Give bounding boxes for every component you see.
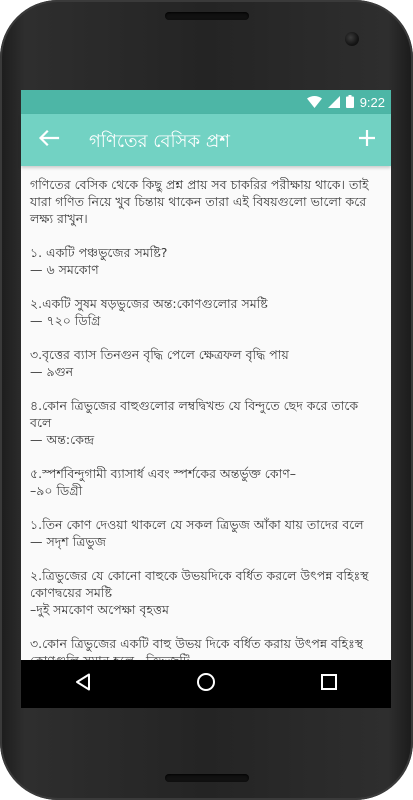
question-text: ১. একটি পঞ্চভুজের সমষ্টি?	[30, 245, 168, 260]
status-time: 9:22	[359, 94, 385, 110]
signal-icon	[328, 93, 340, 112]
navigation-bar	[21, 660, 391, 708]
battery-icon	[346, 93, 354, 112]
question-text: ৪.কোন ত্রিভুজের বাহুগুলোর লম্বদ্বিখন্ড যে বিন্দুতে ছেদ করে তাকে বলে	[30, 398, 359, 430]
question-text: ৩.বৃত্তের ব্যাস তিনগুন বৃদ্ধি পেলে ক্ষেত্রফল বৃদ্ধি পায়	[30, 347, 289, 362]
question-text: ৫.স্পর্শবিন্দুগামী ব্যাসার্ধ এবং স্পর্শকের অন্তর্ভুক্ত কোণ–	[30, 466, 297, 481]
answer-text: — ৬ সমকোণ	[30, 262, 99, 277]
answer-text: –৯০ ডিগ্রী	[30, 483, 83, 498]
answer-text: — অন্ত:কেন্দ্র	[30, 432, 95, 447]
intro-paragraph: গণিতের বেসিক থেকে কিছু প্রশ্ন প্রায় সব চাকরির পরীক্ষায় থাকে। তাই যারা গণিত নিয়ে খুব চিন্তায় থাকেন তারা এই বিষয়গুলো ভালো করে লক্ষ্য রাখুন।	[30, 177, 369, 226]
back-triangle-icon	[75, 673, 91, 695]
article-content[interactable]	[21, 166, 391, 660]
nav-recents-button[interactable]	[305, 660, 353, 708]
home-circle-icon	[196, 672, 216, 696]
list-item	[30, 516, 382, 550]
answer-text: — সদৃশ ত্রিভুজ	[30, 534, 106, 549]
question-text: ৩.কোন ত্রিভুজের একটি বাহু উভয় দিকে বর্ধিত করায় উৎপন্ন বহিঃস্থ	[30, 636, 364, 651]
front-camera	[345, 32, 359, 46]
answer-text: –দুই সমকোণ অপেক্ষা বৃহত্তম	[30, 602, 169, 617]
top-speaker	[165, 12, 249, 20]
status-icons	[307, 93, 385, 111]
list-item	[30, 295, 382, 329]
list-item	[30, 244, 382, 278]
list-item	[30, 397, 382, 448]
list-item	[30, 567, 382, 618]
question-text: ২.ত্রিভুজের যে কোনো বাহুকে উভয়দিকে বর্ধিত করলে উৎপন্ন বহিঃস্থ কোণদ্বয়ের সমষ্টি	[30, 568, 369, 600]
nav-home-button[interactable]	[182, 660, 230, 708]
status-bar	[21, 90, 391, 114]
list-item	[30, 346, 382, 380]
plus-icon	[359, 130, 375, 150]
question-text: ১.তিন কোণ দেওয়া থাকলে যে সকল ত্রিভুজ আঁকা যায় তাদের বলে	[30, 517, 364, 532]
answer-text: — ৭২০ ডিগ্রি	[30, 313, 101, 328]
list-item	[30, 465, 382, 499]
nav-back-button[interactable]	[59, 660, 107, 708]
add-button[interactable]	[351, 124, 383, 156]
app-bar	[21, 114, 391, 166]
recents-square-icon	[321, 674, 337, 694]
bottom-speaker	[165, 774, 249, 782]
back-button[interactable]	[33, 124, 65, 156]
answer-text: — ৯গুন	[30, 364, 74, 379]
wifi-icon	[307, 93, 322, 112]
question-text: ২.একটি সুষম ষড়ভুজের অন্ত:কোণগুলোর সমষ্টি	[30, 296, 268, 311]
screen	[21, 90, 391, 708]
arrow-left-icon	[39, 130, 59, 150]
page-title: গণিতের বেসিক প্রশ	[89, 131, 230, 152]
